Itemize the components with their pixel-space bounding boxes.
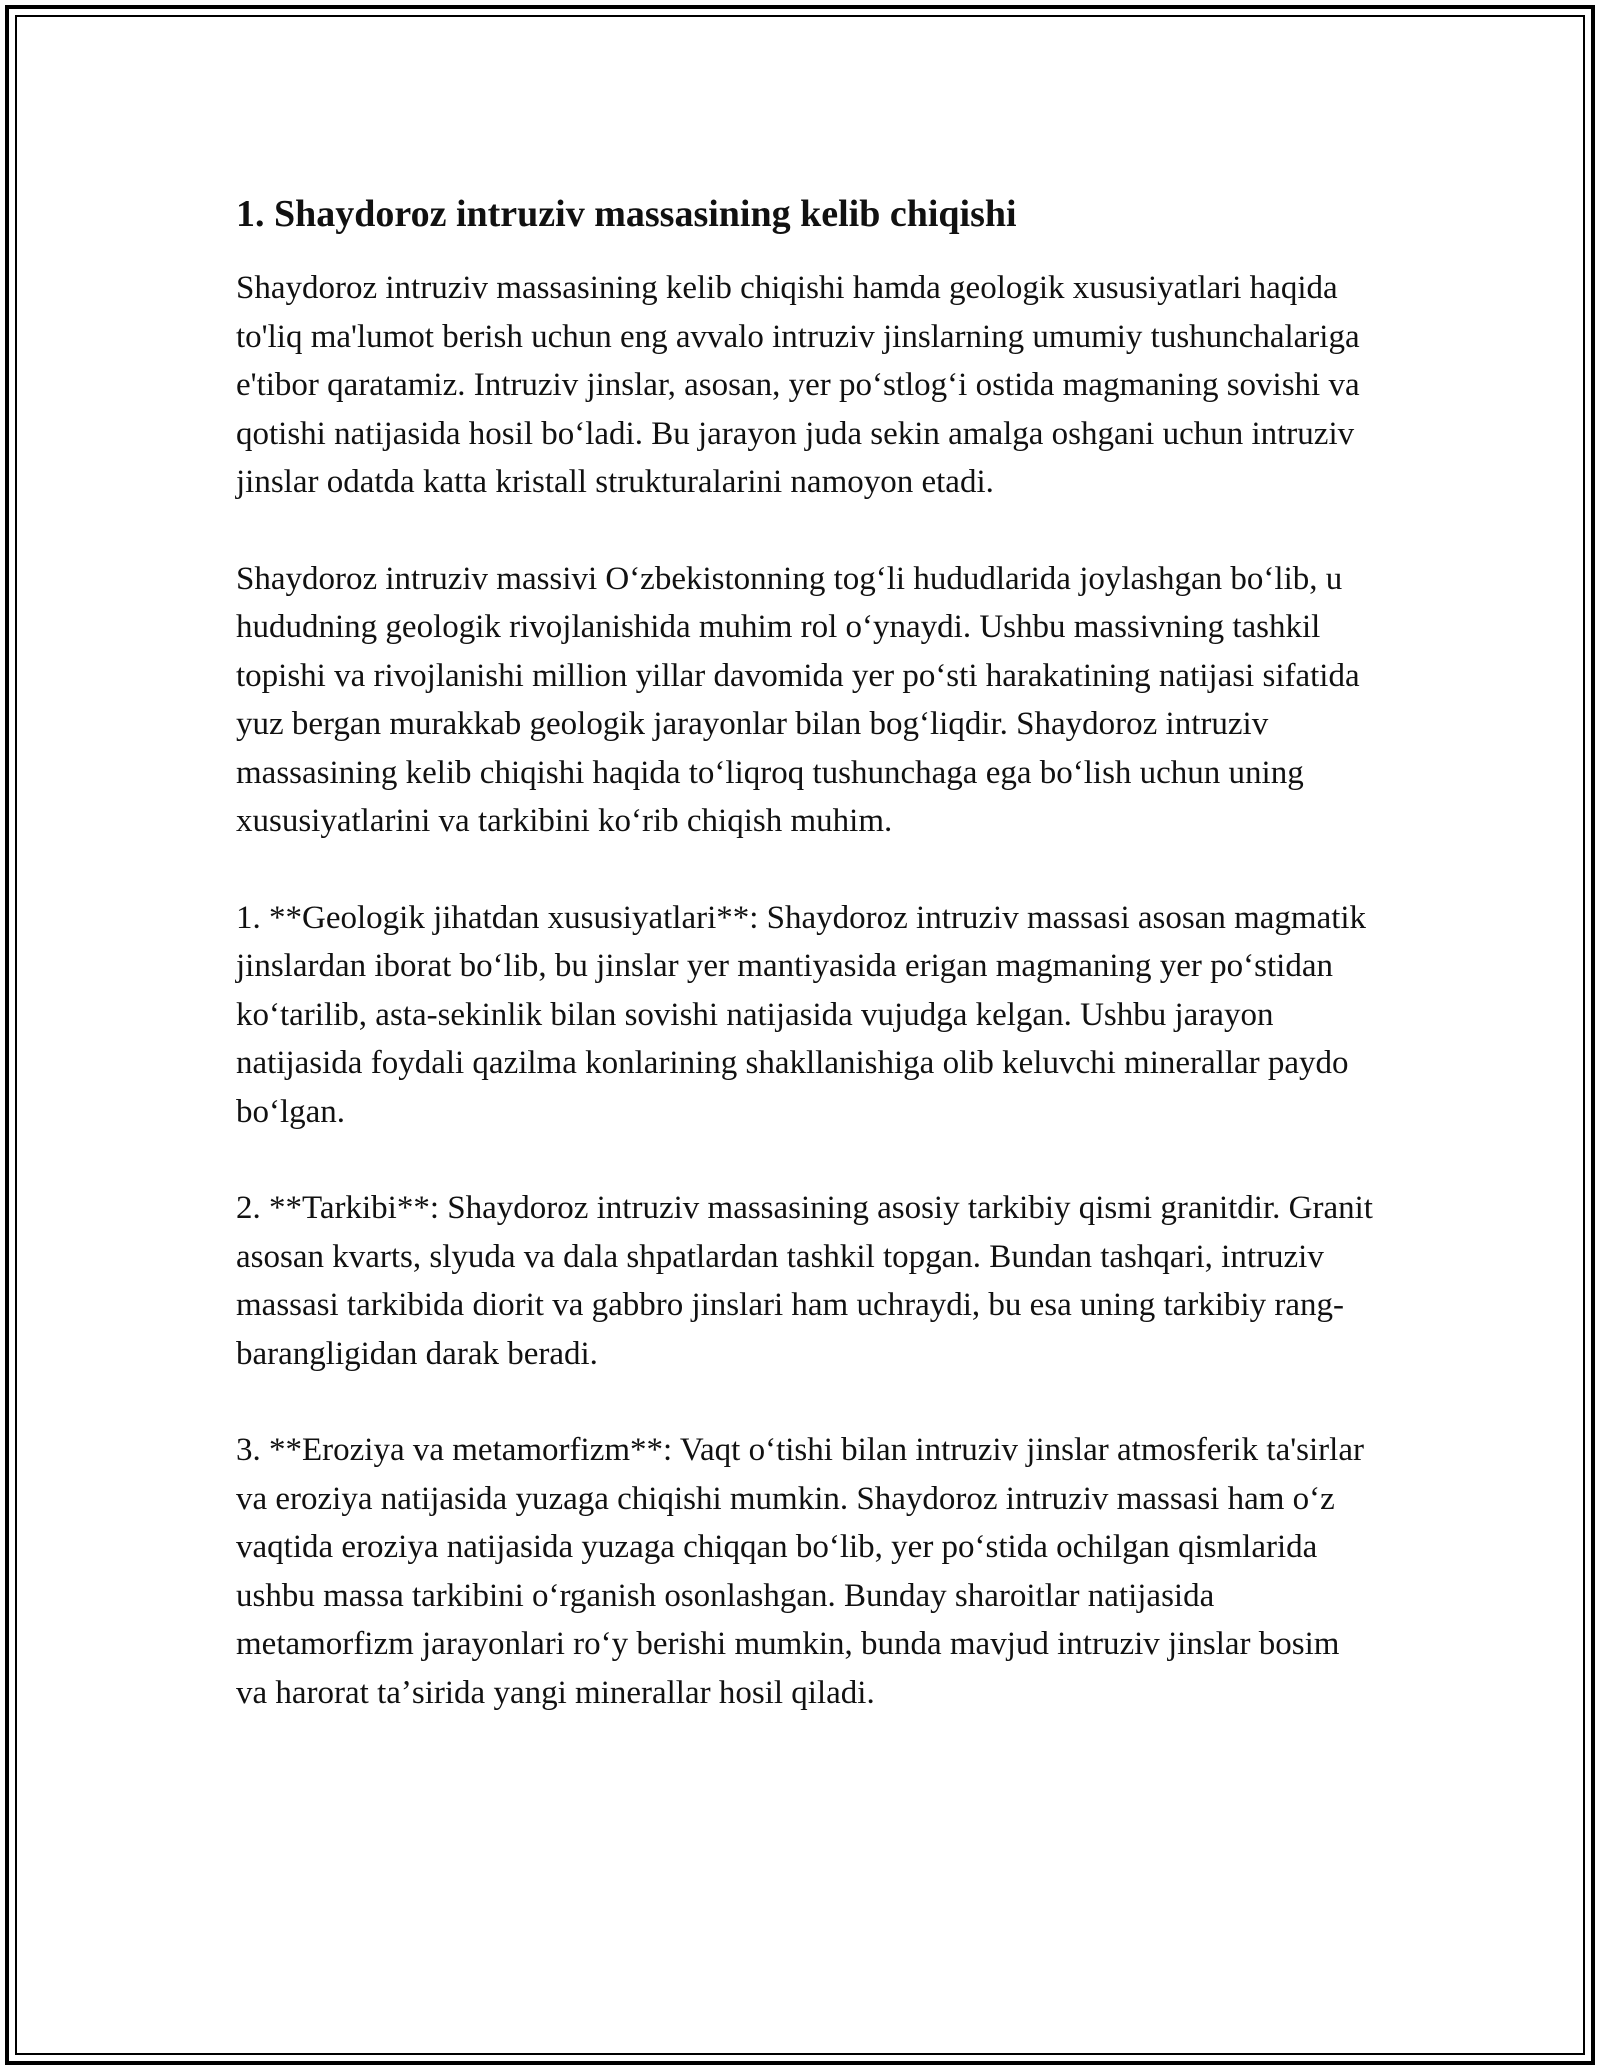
paragraph-composition: 2. **Tarkibi**: Shaydoroz intruziv massasining asosiy tarkibiy qismi granitdir. Granit asosan kvarts, slyuda va dala shpatlardan tashkil topgan. Bundan tashqari, intruziv massasi tarkibida diorit va gabbro jinslari ham uchraydi, bu esa uning tarkibiy rang-barangligidan darak beradi. — [236, 1190, 1373, 1372]
paragraph-massif-location: Shaydoroz intruziv massivi Oʻzbekistonning togʻli hududlarida joylashgan boʻlib, u hududning geologik rivojlanishida muhim rol oʻynaydi. Ushbu massivning tashkil topishi va rivojlanishi million yillar davomida yer poʻsti harakatining natijasi sifatida yuz bergan murakkab geologik jarayonlar bilan bogʻliqdir. Shaydoroz intruziv massasining kelib chiqishi haqida toʻliqroq tushunchaga ega boʻlish uchun uning xususiyatlarini va tarkibini koʻrib chiqish muhim. — [236, 560, 1360, 839]
document-body — [236, 184, 1374, 1717]
paragraph-erosion-metamorphism: 3. **Eroziya va metamorfizm**: Vaqt oʻtishi bilan intruziv jinslar atmosferik ta'sirlar va eroziya natijasida yuzaga chiqishi mumkin. Shaydoroz intruziv massasi ham oʻz vaqtida eroziya natijasida yuzaga chiqqan boʻlib, yer poʻstida ochilgan qismlarida ushbu massa tarkibini oʻrganish osonlashgan. Bunday sharoitlar natijasida metamorfizm jarayonlari roʻy berishi mumkin, bunda mavjud intruziv jinslar bosim va harorat taʼsirida yangi minerallar hosil qiladi. — [236, 1432, 1364, 1711]
section-heading: 1. Shaydoroz intruziv massasining kelib chiqishi — [236, 193, 1017, 235]
paragraph-geologic-features: 1. **Geologik jihatdan xususiyatlari**: Shaydoroz intruziv massasi asosan magmatik jinslardan iborat boʻlib, bu jinslar yer mantiyasida erigan magmaning yer poʻstidan koʻtarilib, asta-sekinlik bilan sovishi natijasida vujudga kelgan. Ushbu jarayon natijasida foydali qazilma konlarining shakllanishiga olib keluvchi minerallar paydo boʻlgan. — [236, 899, 1367, 1130]
paragraph-intro: Shaydoroz intruziv massasining kelib chiqishi hamda geologik xususiyatlari haqida to'liq ma'lumot berish uchun eng avvalo intruziv jinslarning umumiy tushunchalariga e'tibor qaratamiz. Intruziv jinslar, asosan, yer poʻstlogʻi ostida magmaning sovishi va qotishi natijasida hosil boʻladi. Bu jarayon juda sekin amalga oshgani uchun intruziv jinslar odatda katta kristall strukturalarini namoyon etadi. — [236, 270, 1360, 500]
